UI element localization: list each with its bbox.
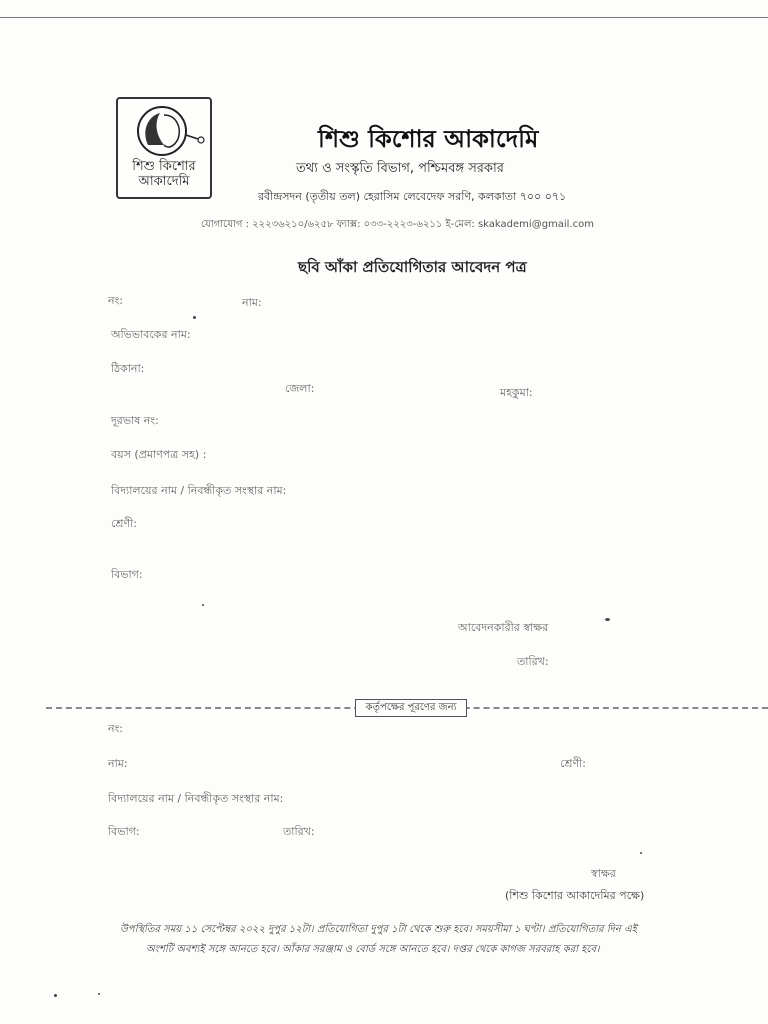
organization-name: শিশু কিশোর আকাদেমি [318, 125, 539, 153]
address-line: রবীন্দ্রসদন (তৃতীয় তল) হেরাসিম লেবেদেফ সরণি, কলকাতা ৭০০ ০৭১ [258, 190, 567, 203]
scan-speck [193, 316, 196, 319]
instructions-line-1: উপস্থিতির সময় ১১ সেপ্টেম্বর ২০২২ দুপুর ১২টা। প্রতিযোগিতা দুপুর ১টা থেকে শুরু হবে। সময়সীমা ১ ঘণ্টা। প্রতিযোগিতার দিন এই [120, 924, 637, 935]
name-field[interactable]: নাম: [242, 296, 262, 309]
scan-speck [640, 852, 642, 854]
school-name-field[interactable]: বিদ্যালয়ের নাম / নিবন্ধীকৃত সংস্থার নাম: [111, 484, 287, 497]
subdivision-field[interactable]: মহকুমা: [500, 386, 533, 399]
top-rule [0, 17, 768, 18]
office-signature-field[interactable]: স্বাক্ষর [591, 867, 616, 880]
office-category-field[interactable]: বিভাগ: [108, 825, 140, 838]
age-field[interactable]: বয়স (প্রমাণপত্র সহ) : [111, 448, 207, 461]
logo-wordmark: শিশু কিশোর আকাদেমি [132, 159, 196, 189]
office-name-field[interactable]: নাম: [108, 757, 128, 770]
address-field[interactable]: ঠিকানা: [111, 362, 145, 375]
form-title: ছবি আঁকা প্রতিযোগিতার আবেদন পত্র [298, 258, 527, 276]
guardian-name-field[interactable]: অভিভাবকের নাম: [111, 328, 191, 341]
instructions-line-2: অংশটি অবশ্যই সঙ্গে আনতে হবে। আঁকার সরঞ্জাম ও বোর্ড সঙ্গে আনতে হবে। দপ্তর থেকে কাগজ সরবরাহ করা হবে। [146, 944, 600, 955]
academy-logo [116, 97, 212, 199]
office-date-field[interactable]: তারিখ: [283, 825, 315, 838]
contact-line: যোগাযোগ : ২২২৩৬২১০/৬২৫৮ ফ্যাক্স: ০৩৩-২২২৩-৬২১১ ই-মেল: skakademi@gmail.com [201, 219, 595, 230]
scan-speck [202, 604, 204, 606]
category-field[interactable]: বিভাগ: [111, 568, 143, 581]
phone-field[interactable]: দূরভাষ নং: [111, 414, 159, 427]
office-school-field[interactable]: বিদ্যালয়ের নাম / নিবন্ধীকৃত সংস্থার নাম: [108, 792, 284, 805]
scan-speck [98, 993, 100, 995]
office-serial-field[interactable]: নং: [108, 722, 124, 735]
children-faces-icon [124, 105, 206, 161]
department-line: তথ্য ও সংস্কৃতি বিভাগ, পশ্চিমবঙ্গ সরকার [296, 161, 504, 176]
office-class-field[interactable]: শ্রেণী: [560, 757, 586, 770]
serial-number-field[interactable]: নং: [108, 294, 124, 307]
scan-speck [605, 618, 610, 621]
class-field[interactable]: শ্রেণী: [111, 517, 137, 530]
applicant-date-field[interactable]: তারিখ: [517, 655, 549, 668]
office-use-label: কর্তৃপক্ষের পূরণের জন্য [355, 699, 467, 717]
scan-speck [54, 994, 57, 997]
applicant-signature-field[interactable]: আবেদনকারীর স্বাক্ষর [458, 621, 549, 634]
office-signature-note: (শিশু কিশোর আকাদেমির পক্ষে) [505, 889, 645, 902]
district-field[interactable]: জেলা: [285, 382, 315, 395]
